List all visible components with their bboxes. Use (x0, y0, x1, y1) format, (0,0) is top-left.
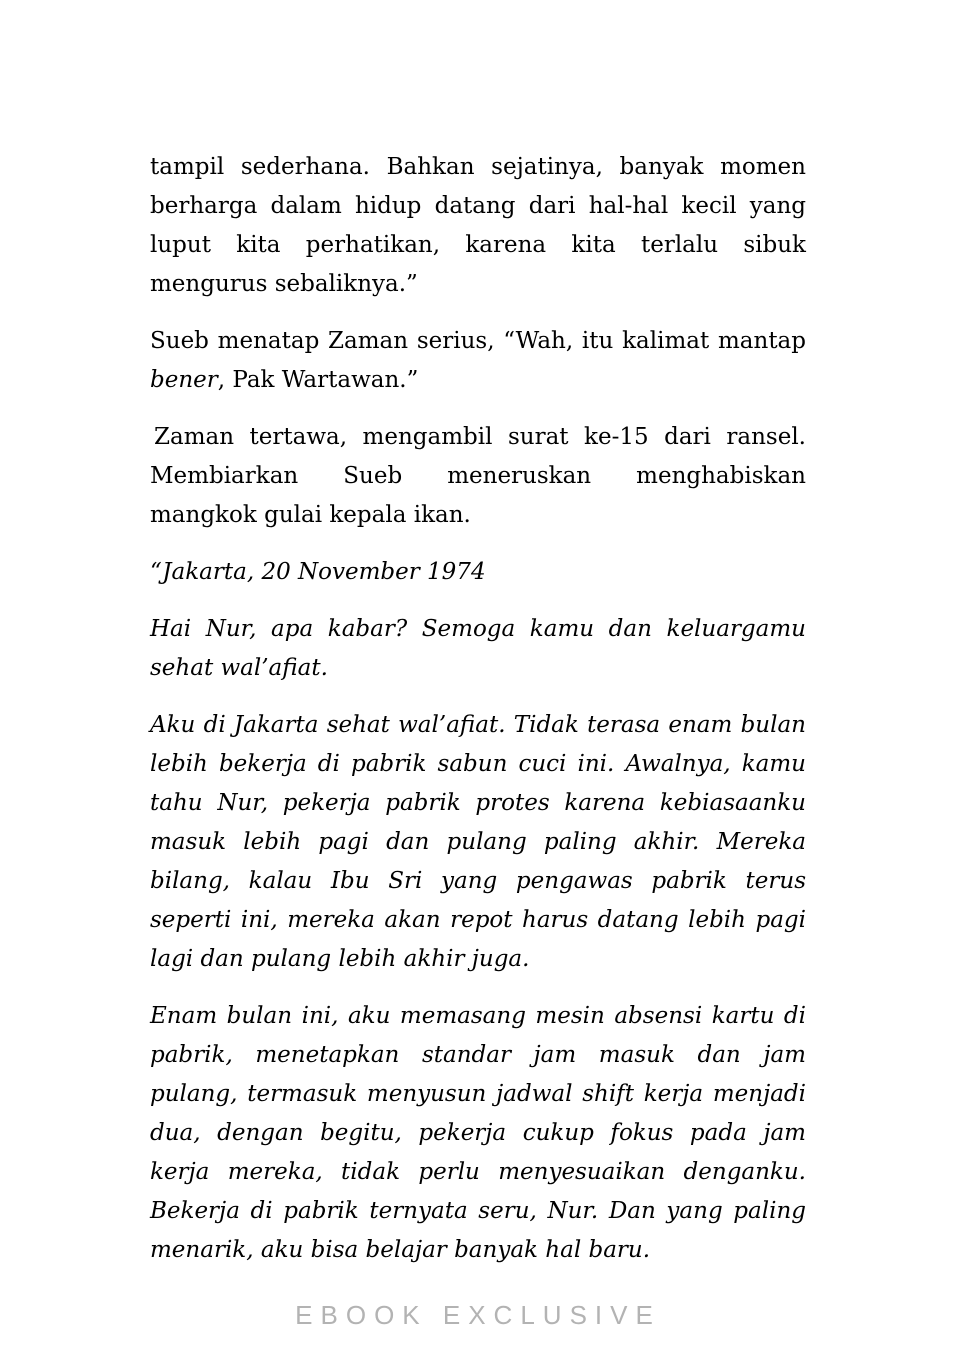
letter-date: “Jakarta, 20 November 1974 (150, 559, 486, 585)
paragraph (150, 322, 806, 400)
document-body (150, 148, 806, 1288)
footer-watermark: EBOOK EXCLUSIVE (295, 1300, 661, 1330)
letter-greeting: Hai Nur, apa kabar? Semoga kamu dan keluargamu sehat wal’afiat. (150, 616, 806, 681)
paragraph-text: , Pak Wartawan.” (217, 367, 419, 393)
paragraph-text: Sueb menatap Zaman serius, “Wah, itu kalimat mantap (150, 328, 806, 354)
paragraph: tampil sederhana. Bahkan sejatinya, banyak momen berharga dalam hidup datang dari hal-hal kecil yang luput kita perhatikan, karena kita terlalu sibuk mengurus sebaliknya.” (150, 154, 806, 297)
letter-paragraph: Enam bulan ini, aku memasang mesin absensi kartu di pabrik, menetapkan standar jam masuk dan jam pulang, termasuk menyusun jadwal shift kerja menjadi dua, dengan begitu, pekerja cukup fokus pada jam kerja mereka, tidak perlu menyesuaikan denganku. Bekerja di pabrik ternyata seru, Nur. Dan yang paling menarik, aku bisa belajar banyak hal baru. (150, 1003, 806, 1263)
paragraph: Zaman tertawa, mengambil surat ke-15 dari ransel. Membiarkan Sueb meneruskan menghabiskan mangkok gulai kepala ikan. (150, 424, 806, 528)
letter-paragraph: Aku di Jakarta sehat wal’afiat. Tidak terasa enam bulan lebih bekerja di pabrik sabun cuci ini. Awalnya, kamu tahu Nur, pekerja pabrik protes karena kebiasaanku masuk lebih pagi dan pulang paling akhir. Mereka bilang, kalau Ibu Sri yang pengawas pabrik terus seperti ini, mereka akan repot harus datang lebih pagi lagi dan pulang lebih akhir juga. (150, 712, 806, 972)
emphasis-text: bener (150, 367, 218, 393)
